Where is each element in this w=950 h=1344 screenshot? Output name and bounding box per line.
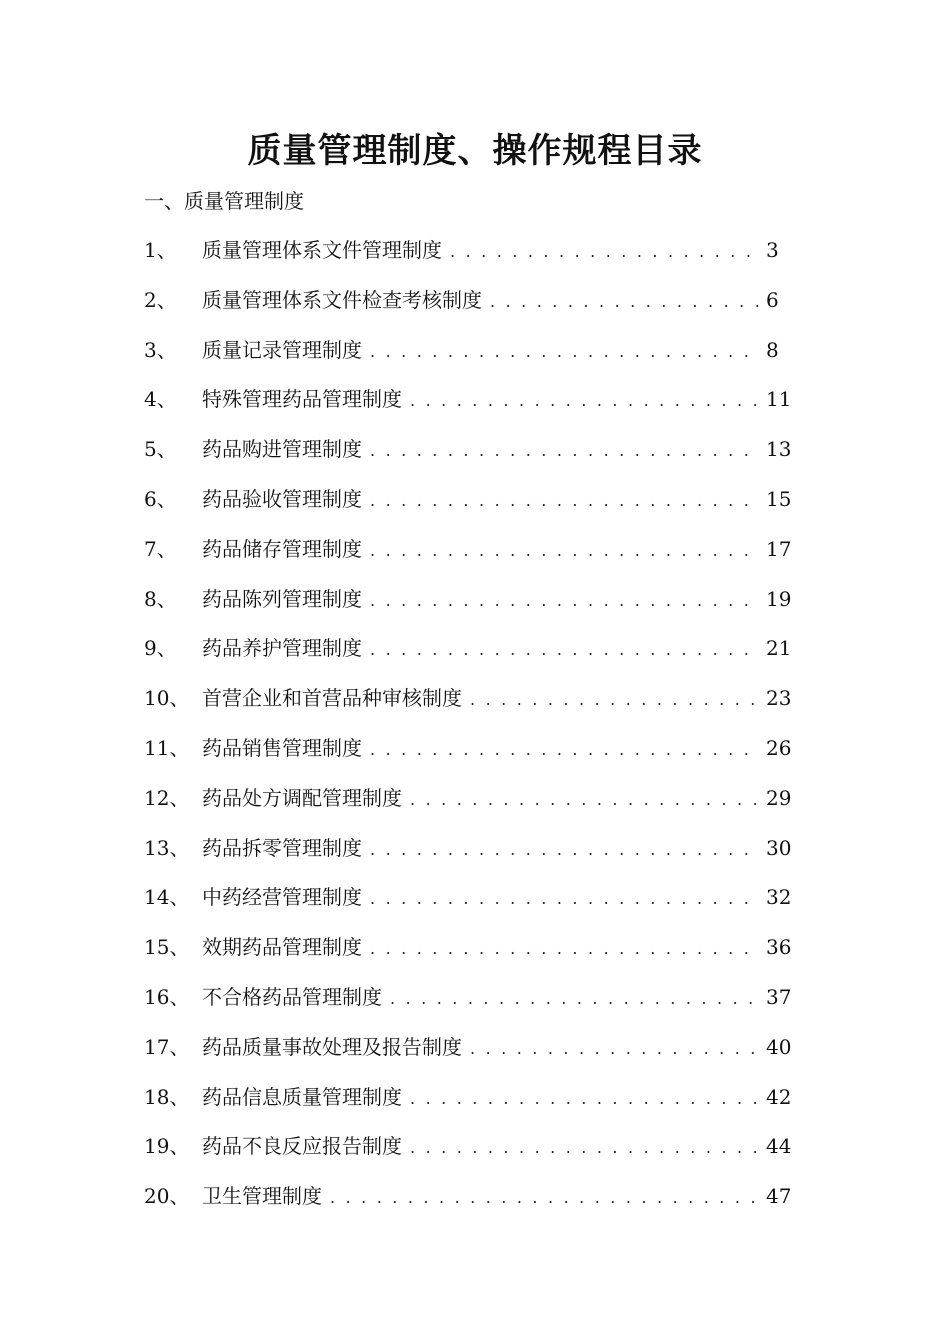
toc-entry-title: 质量管理体系文件检查考核制度	[202, 287, 482, 312]
toc-entry-page: 23	[766, 686, 792, 711]
dot-leader	[370, 833, 760, 865]
toc-entry-title: 首营企业和首营品种审核制度	[202, 686, 462, 711]
dot-leader	[370, 584, 760, 616]
toc-entry-page: 15	[766, 486, 792, 511]
toc-entry-title: 药品不良反应报告制度	[202, 1134, 402, 1159]
toc-entry-title: 中药经营管理制度	[202, 885, 362, 910]
toc-entry-title: 药品储存管理制度	[202, 536, 362, 561]
toc-entry-number: 20、	[144, 1184, 190, 1209]
toc-entry-number: 16、	[144, 984, 190, 1009]
dot-leader	[410, 384, 760, 416]
toc-entry-title: 特殊管理药品管理制度	[202, 387, 402, 412]
toc-entry-number: 17、	[144, 1034, 190, 1059]
toc-entry-number: 19、	[144, 1134, 190, 1159]
dot-leader	[470, 683, 760, 715]
toc-entry[interactable]	[144, 434, 804, 484]
toc-entry-title: 卫生管理制度	[202, 1184, 322, 1209]
toc-entry-title: 不合格药品管理制度	[202, 984, 382, 1009]
toc-entry-number: 12、	[144, 785, 190, 810]
toc-entry-page: 3	[766, 238, 779, 262]
toc-entry-page: 19	[766, 586, 792, 611]
toc-entry-page: 30	[766, 835, 792, 860]
toc-entry-page: 42	[766, 1084, 792, 1109]
section-heading: 一、质量管理制度	[144, 189, 304, 213]
toc-entry[interactable]	[144, 1032, 804, 1082]
dot-leader	[370, 434, 760, 466]
toc-entry-page: 6	[766, 287, 779, 312]
toc-entry[interactable]	[144, 1181, 804, 1231]
dot-leader	[370, 882, 760, 914]
toc-entry-title: 药品验收管理制度	[202, 486, 362, 511]
toc-entry-page: 40	[766, 1034, 792, 1059]
toc-entry-page: 13	[766, 437, 792, 462]
toc-entry[interactable]	[144, 833, 804, 883]
table-of-contents	[144, 235, 804, 1231]
toc-entry[interactable]	[144, 1131, 804, 1181]
toc-entry[interactable]	[144, 1082, 804, 1132]
toc-entry-page: 44	[766, 1134, 792, 1159]
toc-entry-title: 效期药品管理制度	[202, 935, 362, 960]
toc-entry-number: 8、	[144, 586, 177, 611]
dot-leader	[370, 733, 760, 765]
toc-entry-title: 药品信息质量管理制度	[202, 1084, 402, 1109]
toc-entry-title: 药品拆零管理制度	[202, 835, 362, 860]
toc-entry[interactable]	[144, 683, 804, 733]
toc-entry-number: 15、	[144, 935, 190, 960]
dot-leader	[370, 932, 760, 964]
toc-entry-number: 14、	[144, 885, 190, 910]
dot-leader	[450, 235, 760, 267]
toc-entry-number: 13、	[144, 835, 190, 860]
toc-entry-page: 11	[766, 387, 792, 412]
toc-entry[interactable]	[144, 733, 804, 783]
toc-entry-title: 质量记录管理制度	[202, 337, 362, 362]
toc-entry[interactable]	[144, 484, 804, 534]
dot-leader	[330, 1181, 760, 1213]
toc-entry-number: 11、	[144, 735, 190, 760]
dot-leader	[370, 633, 760, 665]
toc-entry-number: 10、	[144, 686, 190, 711]
toc-entry-number: 18、	[144, 1084, 190, 1109]
toc-entry-page: 37	[766, 984, 792, 1009]
toc-entry-page: 17	[766, 536, 792, 561]
toc-entry[interactable]	[144, 534, 804, 584]
toc-entry-number: 2、	[144, 287, 177, 312]
toc-entry[interactable]	[144, 932, 804, 982]
toc-entry-page: 8	[766, 337, 779, 362]
dot-leader	[410, 1131, 760, 1163]
dot-leader	[410, 783, 760, 815]
toc-entry-title: 药品购进管理制度	[202, 437, 362, 462]
toc-entry[interactable]	[144, 982, 804, 1032]
dot-leader	[490, 285, 760, 317]
toc-entry-page: 26	[766, 735, 792, 760]
dot-leader	[370, 534, 760, 566]
toc-entry-title: 质量管理体系文件管理制度	[202, 238, 442, 262]
toc-entry[interactable]	[144, 633, 804, 683]
toc-entry-page: 47	[766, 1184, 792, 1209]
toc-entry-title: 药品养护管理制度	[202, 636, 362, 661]
toc-entry-number: 7、	[144, 536, 177, 561]
toc-entry-title: 药品处方调配管理制度	[202, 785, 402, 810]
toc-entry[interactable]	[144, 285, 804, 335]
toc-entry[interactable]	[144, 335, 804, 385]
toc-entry-title: 药品销售管理制度	[202, 735, 362, 760]
toc-entry-number: 4、	[144, 387, 177, 412]
toc-entry[interactable]	[144, 235, 804, 285]
toc-entry-number: 6、	[144, 486, 177, 511]
toc-entry-page: 21	[766, 636, 792, 661]
dot-leader	[470, 1032, 760, 1064]
dot-leader	[410, 1082, 760, 1114]
dot-leader	[390, 982, 760, 1014]
dot-leader	[370, 484, 760, 516]
toc-entry-page: 32	[766, 885, 792, 910]
toc-entry-number: 1、	[144, 238, 177, 262]
toc-entry[interactable]	[144, 783, 804, 833]
toc-entry-page: 29	[766, 785, 792, 810]
toc-entry-title: 药品质量事故处理及报告制度	[202, 1034, 462, 1059]
toc-entry-title: 药品陈列管理制度	[202, 586, 362, 611]
dot-leader	[370, 335, 760, 367]
toc-entry-number: 3、	[144, 337, 177, 362]
page-title: 质量管理制度、操作规程目录	[247, 131, 703, 171]
toc-entry-page: 36	[766, 935, 792, 960]
toc-entry[interactable]	[144, 384, 804, 434]
toc-entry[interactable]	[144, 584, 804, 634]
toc-entry-number: 5、	[144, 437, 177, 462]
toc-entry-number: 9、	[144, 636, 177, 661]
toc-entry[interactable]	[144, 882, 804, 932]
